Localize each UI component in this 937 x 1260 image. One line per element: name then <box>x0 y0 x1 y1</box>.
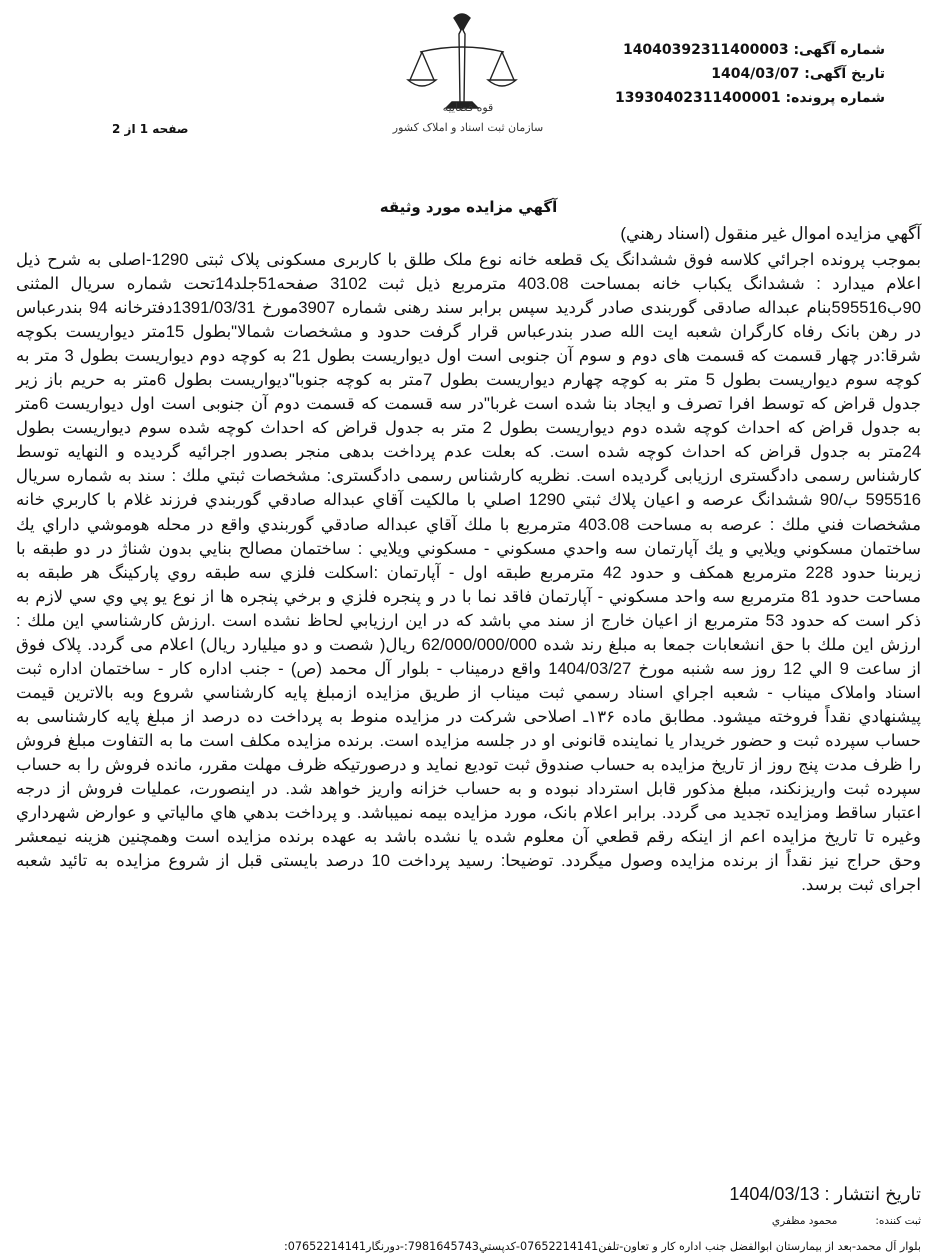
registrar-label: ثبت كننده: <box>875 1215 921 1227</box>
notice-body: بموجب پرونده اجرائي كلاسه فوق ششدانگ یک قطعه خانه نوع ملک طلق با کاربری مسکونی پلاک ثبتی 1290-اصلی به شرح ذیل اعلام میدارد : ششدانگ یکباب خانه بمساحت 403.08 مترمربع ذیل ثبت 3102 صفحه51جلد14تحت شماره سریال المثنی 90ب595516بنام عبداله صادقی گوربندی صادر گردید سپس برابر سند رهنی شماره 3907مورخ 1391/03/31دفترخانه 94 بندرعباس در رهن بانک رفاه کارگران شعبه ایت الله صدر بندرعباس قرار گرفت حدود و مشخصات شمالا"بطول 15متر دیواریست بکوچه شرقا:در چهار قسمت که قسمت های دوم و سوم آن جنوبی است اول دیواریست بطول 21 به کوچه دوم دیواریست بطول 3 متر به کوچه سوم دیواریست بطول 5 متر به کوچه چهارم دیواریست بطول 7متر به کوچه جنوبا"دیواریست بطول 6متر به حریم باز زیر جدول قراض که توسط افرا تصرف و ایجاد بنا شده است غربا"در سه قسمت که قسمت دوم آن جنوبی است اول دیواریست 6متر به جدول قراض که احداث کوچه شده دوم دیواریست بطول 2 متر به جدول قراض که احداث کوچه شده سوم دیواریست بطول 24متر به جدول قراض که احداث کوچه شده است. که بعلت عدم پرداخت بدهی منجر بصدور اجرائیه گردیده و النهایه توسط کارشناس رسمی دادگستری ارزیابی گردیده است. نظریه کارشناس رسمی دادگستری: مشخصات ثبتي ملك : سند به شماره سريال 595516 ب/90 ششدانگ عرصه و اعيان پلاك ثبتي 1290 اصلي با مالكيت آقاي عبداله صادقي گوربندي فرزند غلام با كاربري خانه مشخصات فني ملك : عرصه به مساحت 403.08 مترمربع با ملك آقاي عبداله صادقي گوربندي واقع در محله هوموشي داراي يك ساختمان مسكوني ويلايي و يك آپارتمان سه واحدي مسكوني - مسكوني ويلايي : ساختمان مصالح بنايي بدون شناژ در دو طبقه با زيربنا حدود 228 مترمربع همكف و حدود 42 مترمربع طبقه اول - آپارتمان :اسكلت فلزي سه طبقه روي پاركينگ هر طبقه به مساحت حدود 81 مترمربع سه واحد مسكوني - آپارتمان فاقد نما با در و پنجره فلزي و برخي پنجره ها از نوع يو پي وي سي لازم به ذكر است كه حدود 53 مترمربع از اعيان خارج از سند مي باشد كه در اين ارزيابي لحاظ نشده است .ارزش كارشناسي اين ملك : ارزش اين ملك با حق انشعابات جمعا به مبلغ رند شده 62/000/000/000 ريال( شصت و دو میلیارد ریال) اعلام می گردد. پلاک فوق از ساعت 9 الي 12 روز سه شنبه مورخ 1404/03/27 واقع درميناب - بلوار آل محمد (ص) - جنب اداره کار - ساختمان اداره ثبت اسناد واملاک میناب - شعبه اجراي اسناد رسمي ثبت میناب از طريق مزايده ازمبلغ پايه كارشناسي شروع وبه بالاترين قيمت پيشنهادي نقداً فروخته ميشود. مطابق ماده ۱۳۶ـ اصلاحی شرکت در مزایده منوط به پرداخت ده درصد از مبلغ پایه کارشناسی به حساب سپرده ثبت و حضور خریدار یا نماینده قانونی او در جلسه مزایده است. برنده مزایده مکلف است ما به التفاوت مبلغ فروش را ظرف مدت پنج روز از تاریخ مزایده به حساب صندوق ثبت تودیع نماید و درصورتیکه ظرف مهلت مقرر، مانده فروش را به حساب سپرده ثبت واریزنکند، مبلغ مذکور قابل استرداد نبوده و به حساب خزانه واریز خواهد شد. در اینصورت، عملیات فروش از درجه اعتبار ساقط ومزایده تجدید می گردد. برابر اعلام بانک، مورد مزايده بيمه نمیباشد. و پرداخت بدهي هاي مالياتي و عوارض شهرداري وغيره تا تاريخ مزايده اعم از اينكه رقم قطعي آن معلوم شده يا نشده باشد به عهده برنده مزايده است وهمچنين هزينه نيمعشر وحق حراج نيز نقداً از برنده مزايده وصول ميگردد. توضیحا: رسید پرداخت 10 درصد بایستی قبل از شروع مزایده به تائید شعبه اجرای ثبت برسد. <box>16 250 922 895</box>
logo-caption <box>358 98 578 138</box>
notice-number-label: شماره آگهی: <box>793 42 885 58</box>
publish-date: 1404/03/13 <box>729 1184 820 1204</box>
notice-title: آگهي مزايده مورد وثيقه <box>379 198 558 216</box>
registrar-name: محمود مظفري <box>771 1215 838 1227</box>
registrar-line <box>772 1215 921 1227</box>
notice-subtitle: آگهي مزايده اموال غير منقول (اسناد رهني) <box>620 224 921 243</box>
notice-number: 14040392311400003 <box>622 42 789 58</box>
logo-caption-line1: قوه قضاییه <box>442 101 494 114</box>
notice-date-row <box>565 62 885 86</box>
file-number-label: شماره پرونده: <box>785 90 885 106</box>
notice-number-row <box>565 38 885 62</box>
publish-date-label: تاريخ انتشار : <box>824 1184 921 1204</box>
file-number: 13930402311400001 <box>615 90 781 106</box>
logo-caption-line2: سازمان ثبت اسناد و املاک کشور <box>392 121 544 134</box>
file-number-row <box>565 86 885 110</box>
notice-date: 1404/03/07 <box>711 66 800 82</box>
publish-date-line <box>729 1184 921 1205</box>
notice-meta <box>565 38 885 110</box>
notice-date-label: تاریخ آگهی: <box>804 66 885 82</box>
page-number: صفحه 1 از 2 <box>112 122 189 136</box>
office-address-footer: بلوار آل محمد-بعد از بيمارستان ابوالفضل جنب اداره كار و تعاون-تلفن07652214141-كدپستي7981645743:-دورنگار07652214141: <box>283 1240 921 1253</box>
